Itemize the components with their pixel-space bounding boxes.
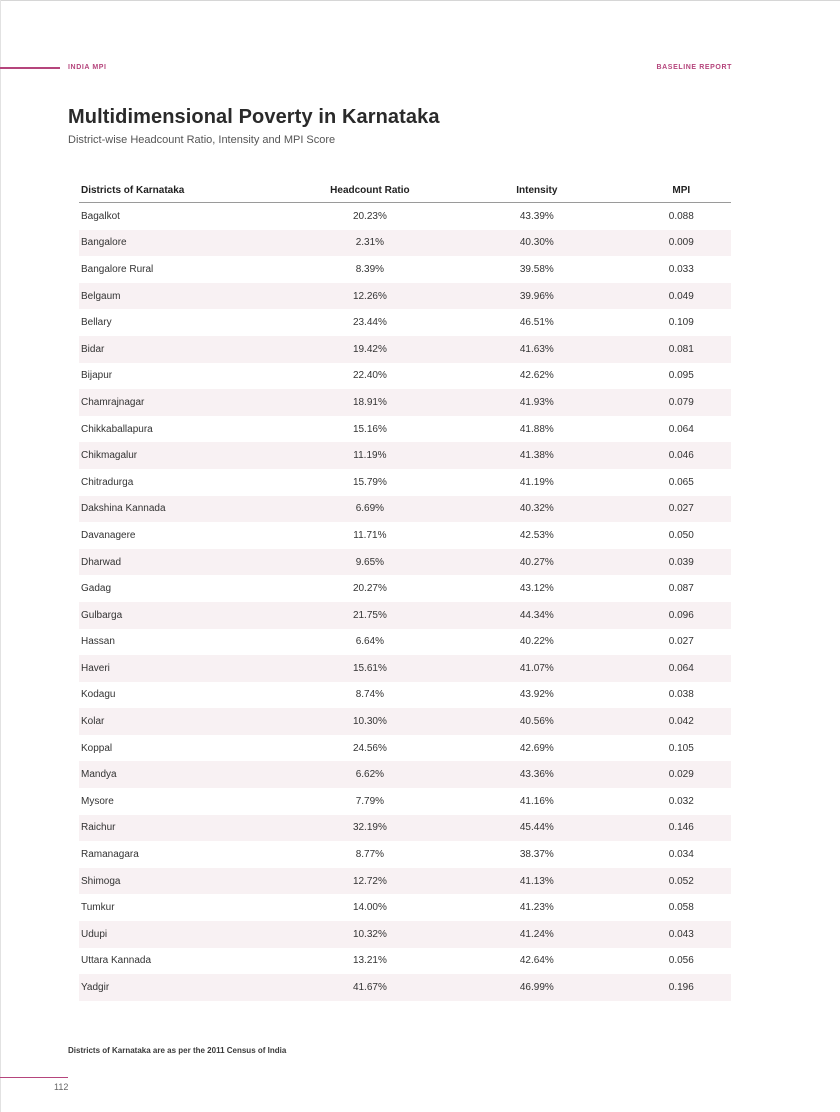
cell-district: Yadgir bbox=[81, 982, 110, 994]
cell-headcount: 22.40% bbox=[352, 370, 387, 382]
table-row bbox=[79, 575, 731, 602]
cell-intensity: 39.58% bbox=[519, 263, 554, 275]
cell-district: Bangalore bbox=[81, 237, 127, 249]
cell-mpi: 0.027 bbox=[668, 503, 694, 515]
cell-mpi: 0.029 bbox=[668, 769, 694, 781]
cell-headcount: 6.69% bbox=[355, 503, 385, 515]
table-row bbox=[79, 496, 731, 523]
cell-mpi: 0.196 bbox=[668, 982, 694, 994]
cell-headcount: 9.65% bbox=[355, 556, 385, 568]
table-row bbox=[79, 761, 731, 788]
cell-district: Kolar bbox=[81, 716, 105, 728]
table-row bbox=[79, 788, 731, 815]
cell-district: Haveri bbox=[81, 662, 110, 674]
cell-mpi: 0.079 bbox=[668, 396, 694, 408]
table-row bbox=[79, 522, 731, 549]
running-header-left: INDIA MPI bbox=[68, 64, 107, 71]
table-row bbox=[79, 389, 731, 416]
cell-intensity: 41.93% bbox=[519, 396, 554, 408]
cell-mpi: 0.146 bbox=[668, 822, 694, 834]
table-row bbox=[79, 815, 731, 842]
table-row bbox=[79, 841, 731, 868]
cell-district: Raichur bbox=[81, 822, 116, 834]
cell-district: Dharwad bbox=[81, 556, 122, 568]
cell-headcount: 23.44% bbox=[352, 317, 387, 329]
cell-district: Gulbarga bbox=[81, 609, 123, 621]
cell-headcount: 18.91% bbox=[352, 396, 387, 408]
cell-district: Tumkur bbox=[81, 902, 115, 914]
left-border bbox=[0, 0, 1, 1112]
cell-mpi: 0.049 bbox=[668, 290, 694, 302]
page-title: Multidimensional Poverty in Karnataka bbox=[68, 106, 440, 128]
cell-district: Bijapur bbox=[81, 370, 113, 382]
cell-headcount: 20.23% bbox=[352, 210, 387, 222]
table-row bbox=[79, 469, 731, 496]
cell-mpi: 0.088 bbox=[668, 210, 694, 222]
column-header-headcount: Headcount Ratio bbox=[330, 184, 410, 196]
cell-headcount: 14.00% bbox=[352, 902, 387, 914]
cell-district: Chitradurga bbox=[81, 476, 134, 488]
cell-mpi: 0.032 bbox=[668, 795, 694, 807]
table-row bbox=[79, 309, 731, 336]
cell-headcount: 11.19% bbox=[353, 450, 387, 462]
cell-headcount: 21.75% bbox=[352, 609, 387, 621]
cell-intensity: 46.99% bbox=[519, 982, 554, 994]
table-row bbox=[79, 602, 731, 629]
district-table bbox=[79, 178, 731, 1001]
cell-mpi: 0.064 bbox=[668, 423, 694, 435]
cell-intensity: 41.19% bbox=[519, 476, 554, 488]
cell-district: Uttara Kannada bbox=[81, 955, 152, 967]
cell-intensity: 43.12% bbox=[519, 583, 554, 595]
cell-headcount: 10.32% bbox=[352, 928, 387, 940]
cell-mpi: 0.065 bbox=[668, 476, 694, 488]
cell-headcount: 19.42% bbox=[352, 343, 387, 355]
cell-intensity: 39.96% bbox=[519, 290, 554, 302]
header-rule bbox=[0, 67, 60, 69]
cell-intensity: 43.92% bbox=[519, 689, 554, 701]
cell-district: Davanagere bbox=[81, 529, 136, 541]
table-row bbox=[79, 363, 731, 390]
cell-mpi: 0.109 bbox=[668, 317, 694, 329]
cell-intensity: 41.88% bbox=[519, 423, 554, 435]
cell-intensity: 41.38% bbox=[519, 450, 554, 462]
cell-district: Ramanagara bbox=[81, 849, 139, 861]
cell-district: Udupi bbox=[81, 928, 108, 940]
page-number: 112 bbox=[54, 1082, 69, 1092]
cell-district: Chamrajnagar bbox=[81, 396, 145, 408]
cell-headcount: 32.19% bbox=[352, 822, 387, 834]
cell-mpi: 0.027 bbox=[668, 636, 694, 648]
cell-mpi: 0.009 bbox=[668, 237, 694, 249]
table-row bbox=[79, 682, 731, 709]
cell-intensity: 41.23% bbox=[519, 902, 554, 914]
page-subtitle: District-wise Headcount Ratio, Intensity and MPI Score bbox=[68, 134, 336, 146]
cell-mpi: 0.096 bbox=[668, 609, 694, 621]
cell-headcount: 12.26% bbox=[352, 290, 387, 302]
cell-district: Kodagu bbox=[81, 689, 116, 701]
cell-intensity: 41.16% bbox=[519, 795, 554, 807]
cell-district: Hassan bbox=[81, 636, 115, 648]
cell-intensity: 42.64% bbox=[519, 955, 554, 967]
cell-mpi: 0.038 bbox=[668, 689, 694, 701]
table-row bbox=[79, 735, 731, 762]
cell-headcount: 15.16% bbox=[352, 423, 387, 435]
table-row bbox=[79, 549, 731, 576]
cell-intensity: 46.51% bbox=[519, 317, 554, 329]
cell-district: Belgaum bbox=[81, 290, 121, 302]
cell-headcount: 6.64% bbox=[355, 636, 385, 648]
cell-district: Dakshina Kannada bbox=[81, 503, 166, 515]
cell-headcount: 15.79% bbox=[352, 476, 387, 488]
cell-district: Shimoga bbox=[81, 875, 121, 887]
cell-mpi: 0.042 bbox=[668, 716, 694, 728]
cell-district: Gadag bbox=[81, 583, 112, 595]
cell-mpi: 0.087 bbox=[668, 583, 694, 595]
column-header-mpi: MPI bbox=[672, 184, 691, 196]
cell-mpi: 0.052 bbox=[668, 875, 694, 887]
cell-intensity: 43.36% bbox=[519, 769, 554, 781]
cell-headcount: 24.56% bbox=[352, 742, 387, 754]
cell-intensity: 43.39% bbox=[519, 210, 554, 222]
cell-headcount: 20.27% bbox=[352, 583, 387, 595]
cell-mpi: 0.033 bbox=[668, 263, 694, 275]
table-row bbox=[79, 629, 731, 656]
cell-headcount: 10.30% bbox=[352, 716, 387, 728]
cell-mpi: 0.046 bbox=[668, 450, 694, 462]
cell-intensity: 40.56% bbox=[519, 716, 554, 728]
cell-district: Bellary bbox=[81, 317, 112, 329]
cell-mpi: 0.064 bbox=[668, 662, 694, 674]
table-row bbox=[79, 336, 731, 363]
cell-mpi: 0.105 bbox=[668, 742, 694, 754]
cell-district: Bangalore Rural bbox=[81, 263, 154, 275]
cell-mpi: 0.039 bbox=[668, 556, 694, 568]
cell-intensity: 41.07% bbox=[519, 662, 554, 674]
cell-intensity: 40.27% bbox=[519, 556, 554, 568]
cell-headcount: 12.72% bbox=[352, 875, 387, 887]
table-row bbox=[79, 655, 731, 682]
cell-mpi: 0.095 bbox=[668, 370, 694, 382]
cell-intensity: 42.62% bbox=[519, 370, 554, 382]
cell-mpi: 0.058 bbox=[668, 902, 694, 914]
cell-intensity: 45.44% bbox=[519, 822, 554, 834]
cell-headcount: 8.77% bbox=[355, 849, 385, 861]
cell-intensity: 42.53% bbox=[519, 529, 554, 541]
cell-district: Mandya bbox=[81, 769, 117, 781]
cell-district: Chikkaballapura bbox=[81, 423, 153, 435]
table-row bbox=[79, 894, 731, 921]
cell-mpi: 0.050 bbox=[668, 529, 694, 541]
table-row bbox=[79, 416, 731, 443]
table-row bbox=[79, 442, 731, 469]
cell-intensity: 40.30% bbox=[519, 237, 554, 249]
cell-intensity: 41.24% bbox=[519, 928, 554, 940]
cell-mpi: 0.043 bbox=[668, 928, 694, 940]
table-row bbox=[79, 230, 731, 257]
table-body bbox=[79, 203, 731, 1001]
table-row bbox=[79, 203, 731, 230]
cell-district: Mysore bbox=[81, 795, 114, 807]
cell-intensity: 44.34% bbox=[519, 609, 554, 621]
table-row bbox=[79, 708, 731, 735]
cell-headcount: 2.31% bbox=[355, 237, 385, 249]
cell-intensity: 42.69% bbox=[519, 742, 554, 754]
cell-headcount: 8.74% bbox=[355, 689, 385, 701]
table-row bbox=[79, 283, 731, 310]
cell-mpi: 0.056 bbox=[668, 955, 694, 967]
table-row bbox=[79, 868, 731, 895]
running-header-right: BASELINE REPORT bbox=[656, 64, 732, 71]
cell-intensity: 41.63% bbox=[519, 343, 554, 355]
table-row bbox=[79, 921, 731, 948]
table-header bbox=[79, 178, 731, 203]
cell-mpi: 0.034 bbox=[668, 849, 694, 861]
top-border bbox=[0, 0, 840, 1]
cell-headcount: 11.71% bbox=[353, 529, 387, 541]
cell-intensity: 40.32% bbox=[519, 503, 554, 515]
cell-headcount: 15.61% bbox=[352, 662, 387, 674]
footer-rule bbox=[0, 1077, 68, 1078]
column-header-district: Districts of Karnataka bbox=[81, 184, 185, 196]
cell-district: Bidar bbox=[81, 343, 105, 355]
table-row bbox=[79, 256, 731, 283]
cell-intensity: 41.13% bbox=[519, 875, 554, 887]
cell-district: Koppal bbox=[81, 742, 113, 754]
column-header-intensity: Intensity bbox=[516, 184, 558, 196]
table-row bbox=[79, 948, 731, 975]
cell-mpi: 0.081 bbox=[668, 343, 694, 355]
table-row bbox=[79, 974, 731, 1001]
cell-headcount: 41.67% bbox=[352, 982, 387, 994]
cell-intensity: 38.37% bbox=[519, 849, 554, 861]
footnote: Districts of Karnataka are as per the 2011 Census of India bbox=[68, 1046, 287, 1055]
cell-headcount: 6.62% bbox=[355, 769, 385, 781]
cell-intensity: 40.22% bbox=[519, 636, 554, 648]
cell-district: Chikmagalur bbox=[81, 450, 138, 462]
cell-district: Bagalkot bbox=[81, 210, 120, 222]
cell-headcount: 8.39% bbox=[355, 263, 385, 275]
cell-headcount: 7.79% bbox=[355, 795, 385, 807]
cell-headcount: 13.21% bbox=[352, 955, 387, 967]
